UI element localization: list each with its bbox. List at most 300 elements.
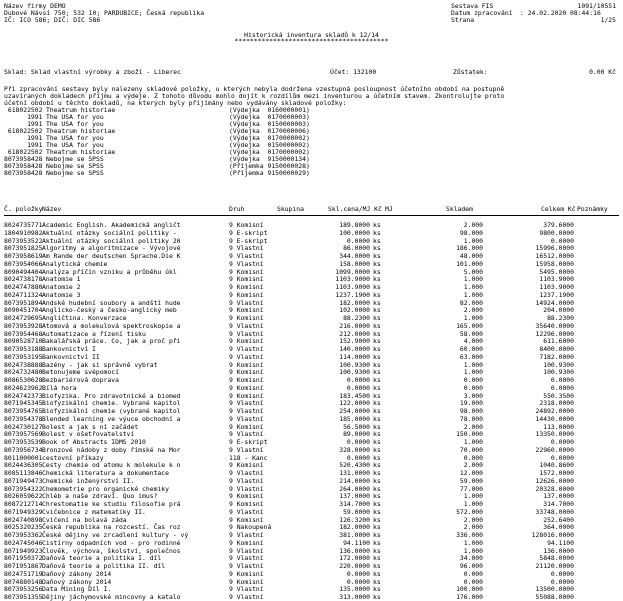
- cell-name: Anglicko-český a česko-anglický meb: [42, 306, 177, 315]
- issue-code: 1991: [4, 113, 43, 121]
- cell-code: 8090494404: [4, 267, 43, 276]
- cell-name: Cesty chemie od atomu k molekule k n: [42, 461, 181, 470]
- cell-total: 379.6000: [543, 221, 574, 229]
- cell-unit: ks: [373, 329, 381, 338]
- cell-total: 12296.0000: [535, 329, 574, 338]
- issue-code: 618022502: [4, 127, 43, 135]
- cell-price: 216.0000: [339, 321, 370, 330]
- cell-price: 88.2300: [343, 314, 370, 322]
- cell-stock: 150.000: [456, 430, 483, 439]
- cell-price: 0.0000: [346, 577, 370, 586]
- cell-code: 8086530628: [4, 376, 43, 384]
- cell-name: Daňová teorie a politika I. díl: [42, 554, 162, 563]
- cell-stock: 0.000: [463, 569, 483, 578]
- cell-total: 1040.8600: [539, 461, 574, 470]
- cell-code: 8073958619: [4, 252, 43, 260]
- cell-unit: ks: [373, 577, 381, 586]
- col-header-price: Skl.cena/MJ Kč: [328, 205, 382, 213]
- cell-type: 9 Vlastní: [229, 554, 264, 563]
- cell-name: Analytická chemie: [42, 259, 108, 268]
- col-header-note: Poznámky: [577, 205, 608, 213]
- cell-code: 8026059622: [4, 492, 43, 501]
- cell-stock: 59.000: [459, 476, 483, 485]
- cell-type: 9 Komisní: [229, 337, 264, 346]
- cell-stock: 1.000: [463, 283, 483, 291]
- cell-type: 9 Vlastní: [229, 484, 264, 493]
- cell-total: 16512.0000: [535, 252, 574, 260]
- cell-name: Blended learning ve výuce obchodní a: [42, 414, 181, 423]
- cell-price: 1237.1900: [335, 290, 370, 299]
- cell-stock: 572.000: [456, 507, 483, 516]
- cell-unit: ks: [373, 399, 381, 408]
- cell-name: cestovní příkazy: [42, 453, 104, 462]
- cell-price: 122.0000: [339, 399, 370, 408]
- cell-stock: 1.000: [463, 492, 483, 501]
- cell-code: 8073954468: [4, 329, 43, 338]
- cell-unit: ks: [373, 221, 381, 229]
- cell-unit: ks: [373, 345, 381, 353]
- cell-code: 8024738888: [4, 360, 43, 369]
- cell-type: 9 Vlastní: [229, 469, 264, 477]
- issue-document: (Příjemka 9150000028): [229, 162, 310, 170]
- cell-type: 9 Vlastní: [229, 329, 264, 338]
- cell-total: 12626.0000: [535, 476, 574, 485]
- cell-stock: 165.000: [456, 321, 483, 330]
- cell-total: 9800.0000: [539, 228, 574, 237]
- cell-unit: ks: [373, 469, 381, 477]
- cell-stock: 1.000: [463, 500, 483, 508]
- balance-value: 0.00 Kč: [589, 68, 616, 76]
- cell-code: 8073954066: [4, 259, 43, 268]
- cell-unit: ks: [373, 368, 381, 377]
- cell-unit: ks: [373, 306, 381, 315]
- cell-name: Bazény - jak si správně vybrat: [42, 360, 158, 369]
- cell-total: 314.7000: [543, 500, 574, 508]
- table-row: [0, 593, 623, 601]
- system-value: 1091/10551: [577, 2, 616, 10]
- issue-name: Theatrum historiae: [46, 127, 116, 135]
- cell-stock: 60.000: [459, 345, 483, 353]
- cell-price: 254.0000: [339, 407, 370, 415]
- cell-unit: ks: [373, 337, 381, 346]
- cell-stock: 98.000: [459, 228, 483, 237]
- issue-document: (Výdejka 0150000002): [229, 141, 310, 149]
- cell-unit: ks: [373, 383, 381, 392]
- cell-name: Cvičení na bolavá záda: [42, 515, 127, 524]
- cell-stock: 34.000: [459, 554, 483, 563]
- cell-type: 9 Komisní: [229, 360, 264, 369]
- company-ids: IČ: ICO 586; DIČ: DIC 586: [4, 16, 101, 24]
- cell-total: 100.9300: [543, 368, 574, 377]
- account-number: Účet: 132100: [330, 68, 377, 76]
- cell-type: 9 Komisní: [229, 275, 264, 284]
- issue-code: 618022502: [4, 106, 43, 114]
- issue-code: 1991: [4, 141, 43, 149]
- cell-stock: 1.000: [463, 236, 483, 245]
- cell-name: Bronzové nádoby z doby římské na Mor: [42, 445, 181, 454]
- cell-price: 56.5000: [343, 422, 370, 431]
- cell-unit: ks: [373, 414, 381, 423]
- cell-unit: ks: [373, 500, 381, 508]
- cell-total: 24892.0000: [535, 407, 574, 415]
- cell-unit: ks: [373, 244, 381, 253]
- cell-price: 214.0000: [339, 476, 370, 485]
- cell-name: Algoritmy a algoritmizace - Vývojové: [42, 244, 181, 253]
- cell-stock: 70.000: [459, 445, 483, 454]
- issue-code: 618022502: [4, 148, 43, 156]
- issue-document: (Výdejka 0170000002): [229, 134, 310, 142]
- cell-code: 8073956734: [4, 445, 43, 454]
- cell-total: 14924.0000: [535, 298, 574, 307]
- cell-price: 0.0000: [346, 383, 370, 392]
- cell-stock: 63.000: [459, 352, 483, 361]
- cell-code: 8024729695: [4, 314, 43, 322]
- cell-stock: 58.000: [459, 329, 483, 338]
- cell-total: 33748.0000: [535, 507, 574, 516]
- cell-name: Cvičebnice z matematiky II.: [42, 507, 146, 516]
- cell-name: Česká republika na rozcestí. Čas roz: [42, 523, 181, 532]
- cell-total: 1572.0000: [539, 469, 574, 477]
- cell-price: 59.0000: [343, 507, 370, 516]
- issue-name: The USA for you: [46, 141, 104, 149]
- cell-price: 131.0000: [339, 469, 370, 477]
- cell-price: 135.0000: [339, 585, 370, 594]
- col-header-name: Název: [42, 205, 62, 213]
- cell-code: 8073954765: [4, 407, 43, 415]
- cell-unit: ks: [373, 515, 381, 524]
- cell-price: 94.1100: [343, 538, 370, 547]
- cell-type: 9 Vlastní: [229, 593, 264, 601]
- cell-unit: ks: [373, 546, 381, 555]
- cell-name: Biofyzika. Pro zdravotnické a biomed: [42, 391, 181, 400]
- cell-code: 8074880148: [4, 577, 43, 586]
- cell-type: 9 E-skript: [229, 236, 268, 245]
- cell-unit: ks: [373, 538, 381, 547]
- cell-unit: ks: [373, 430, 381, 439]
- issue-name: Theatrum historiae: [46, 106, 116, 114]
- cell-code: 8024745046: [4, 538, 43, 547]
- cell-unit: ks: [373, 236, 381, 245]
- cell-total: 0.0000: [550, 376, 574, 384]
- notice-line: Při zpracování sestavy byly nalezeny skladové položky, u kterých nebyla dodržena vzestupná posloupnost účetního období na postupně: [4, 85, 505, 93]
- issue-name: The USA for you: [46, 113, 104, 121]
- cell-price: 185.0000: [339, 414, 370, 423]
- cell-type: 9 Vlastní: [229, 562, 264, 570]
- cell-name: Angličtina. Konverzace: [42, 314, 127, 322]
- cell-code: 8071949473: [4, 476, 43, 485]
- cell-name: Biofyzikální chemie (vybrané kapitol: [42, 407, 181, 415]
- cell-unit: ks: [373, 554, 381, 563]
- cell-price: 137.0000: [339, 492, 370, 501]
- cell-name: Anatomie 2: [42, 283, 81, 291]
- cell-stock: 19.000: [459, 399, 483, 408]
- cell-name: Daňový zákony 2014: [42, 569, 112, 578]
- cell-unit: ks: [373, 391, 381, 400]
- cell-price: 158.0000: [339, 259, 370, 268]
- cell-name: Bolest v ošetřovatelství: [42, 430, 135, 439]
- cell-total: 21120.0000: [535, 562, 574, 570]
- cell-name: Biofyzikální chemie. Vybrané kapitol: [42, 399, 181, 408]
- cell-type: 9 Komisní: [229, 221, 264, 229]
- cell-stock: 186.000: [456, 244, 483, 253]
- cell-unit: ks: [373, 321, 381, 330]
- cell-type: 9 Komisní: [229, 422, 264, 431]
- cell-price: 136.0000: [339, 546, 370, 555]
- cell-stock: 1.000: [463, 314, 483, 322]
- cell-total: 88.2300: [547, 314, 574, 322]
- cell-total: 0.0000: [550, 438, 574, 446]
- cell-stock: 1.000: [463, 290, 483, 299]
- issue-name: Nebojme se SPSS: [46, 162, 104, 170]
- cell-total: 8400.0000: [539, 345, 574, 353]
- cell-code: 8090451704: [4, 306, 43, 315]
- cell-total: 1237.1900: [539, 290, 574, 299]
- cell-stock: 2.000: [463, 515, 483, 524]
- cell-price: 0.0000: [346, 376, 370, 384]
- cell-type: 9 Vlastní: [229, 352, 264, 361]
- cell-code: 8025320235: [4, 523, 43, 532]
- cell-name: Andské hudební soubory a andští hude: [42, 298, 181, 307]
- cell-type: 9 Komisní: [229, 461, 264, 470]
- cell-name: Chemická literatura a dokumentace: [42, 469, 169, 477]
- cell-code: 8073957569: [4, 430, 43, 439]
- issue-code: 8073958428: [4, 162, 43, 170]
- cell-total: 94.1100: [547, 538, 574, 547]
- cell-stock: 101.000: [456, 259, 483, 268]
- issue-name: Nebojme se SPSS: [46, 155, 104, 163]
- cell-price: 183.4500: [339, 391, 370, 400]
- cell-total: 204.0000: [543, 306, 574, 315]
- issue-document: (Příjemka 9150000029): [229, 169, 310, 177]
- cell-code: 1804910982: [4, 228, 43, 237]
- cell-unit: ks: [373, 422, 381, 431]
- cell-type: 9 Vlastní: [229, 445, 264, 454]
- cell-code: 8073951894: [4, 298, 43, 307]
- cell-total: 0.0000: [550, 577, 574, 586]
- issue-name: Theatrum historiae: [46, 148, 116, 156]
- cell-stock: 2.000: [463, 422, 483, 431]
- cell-unit: ks: [373, 314, 381, 322]
- cell-unit: ks: [373, 290, 381, 299]
- cell-price: 152.9000: [339, 337, 370, 346]
- cell-price: 182.0000: [339, 523, 370, 532]
- cell-total: 113.0000: [543, 422, 574, 431]
- cell-total: 137.0000: [543, 492, 574, 501]
- cell-name: Am Rande der deutschen Sprache.Die K: [42, 252, 181, 260]
- cell-price: 126.3200: [339, 515, 370, 524]
- cell-price: 520.4300: [339, 461, 370, 470]
- cell-code: 8024742373: [4, 391, 43, 400]
- cell-total: 35640.0000: [535, 321, 574, 330]
- cell-total: 0.0000: [550, 453, 574, 462]
- cell-total: 15958.0000: [535, 259, 574, 268]
- cell-code: 8073953522: [4, 236, 43, 245]
- cell-price: 172.0000: [339, 554, 370, 563]
- cell-total: 1103.9000: [539, 275, 574, 284]
- cell-total: 14430.0000: [535, 414, 574, 423]
- cell-unit: ks: [373, 407, 381, 415]
- cell-stock: 1.000: [463, 438, 483, 446]
- cell-type: 9 Komisní: [229, 283, 264, 291]
- date-label: Datum zpracování: [451, 9, 513, 17]
- cell-unit: ks: [373, 476, 381, 485]
- issue-document: (Výdejka 0150000003): [229, 120, 310, 128]
- cell-stock: 5.000: [463, 267, 483, 276]
- cell-total: 0.0000: [550, 236, 574, 245]
- cell-type: 118 - Kanc: [229, 453, 268, 462]
- cell-type: 9 Komisní: [229, 290, 264, 299]
- cell-name: Anatomie 1: [42, 275, 81, 284]
- issue-code: 8073958428: [4, 169, 43, 177]
- cell-stock: 1.000: [463, 368, 483, 377]
- cell-price: 0.0000: [346, 453, 370, 462]
- cell-unit: ks: [373, 507, 381, 516]
- cell-type: 9 Vlastní: [229, 414, 264, 423]
- company-address: Dubové Návsí 750; 532 10; PARDUBICE; Česká republika: [4, 9, 205, 17]
- cell-price: 1103.9000: [335, 275, 370, 284]
- cell-price: 0.0000: [346, 569, 370, 578]
- cell-unit: ks: [373, 259, 381, 268]
- cell-unit: ks: [373, 360, 381, 369]
- cell-unit: ks: [373, 267, 381, 276]
- cell-code: 8024623962: [4, 383, 43, 392]
- cell-unit: ks: [373, 492, 381, 501]
- cell-total: 0.0000: [550, 569, 574, 578]
- cell-price: 314.7000: [339, 500, 370, 508]
- col-header-total: Celkem Kč: [541, 205, 576, 213]
- cell-unit: ks: [373, 283, 381, 291]
- cell-name: Bankovnictví I: [42, 345, 96, 353]
- cell-price: 1099.0000: [335, 267, 370, 276]
- cell-stock: 0.000: [463, 383, 483, 392]
- cell-name: Atomová a molekulová spektroskopie a: [42, 321, 181, 330]
- cell-price: 100.0000: [339, 228, 370, 237]
- balance-label: Zůstatek:: [453, 68, 488, 76]
- notice-line: účetní období u těchto dokladů, na kterých byly přijímány nebo vydávány skladové položky:: [4, 99, 347, 107]
- cell-type: 9 Komisní: [229, 492, 264, 501]
- cell-type: 9 Komisní: [229, 306, 264, 315]
- cell-price: 89.0000: [343, 430, 370, 439]
- cell-code: 8073953195: [4, 352, 43, 361]
- cell-stock: 1.000: [463, 275, 483, 284]
- cell-name: Bílá hora: [42, 383, 77, 392]
- cell-code: 8024711324: [4, 290, 43, 299]
- cell-name: Chemické inženýrství II.: [42, 476, 135, 485]
- cell-unit: ks: [373, 252, 381, 260]
- issue-document: (Výdejka 0170000002): [229, 148, 310, 156]
- cell-price: 100.9300: [339, 368, 370, 377]
- cell-stock: 3.000: [463, 391, 483, 400]
- cell-price: 344.0000: [339, 252, 370, 260]
- cell-total: 55088.0000: [535, 593, 574, 601]
- cell-total: 100.9300: [543, 360, 574, 369]
- cell-name: Academic English. Akademická angličt: [42, 221, 181, 229]
- cell-unit: ks: [373, 562, 381, 570]
- cell-price: 189.8000: [339, 221, 370, 229]
- cell-code: 8024747880: [4, 283, 43, 291]
- cell-stock: 1.000: [463, 538, 483, 547]
- cell-total: 13500.0000: [535, 585, 574, 594]
- cell-type: 9 Nakoupená: [229, 523, 272, 532]
- cell-total: 1103.9000: [539, 283, 574, 291]
- cell-stock: 1.000: [463, 546, 483, 555]
- cell-code: 8071949329: [4, 507, 43, 516]
- cell-code: 8024740898: [4, 515, 43, 524]
- cell-unit: ks: [373, 445, 381, 454]
- cell-name: Dějiny jáchymovské mincovny a katalo: [42, 593, 181, 601]
- cell-type: 9 Vlastní: [229, 321, 264, 330]
- cell-name: Daňová teorie a politika II. díl: [42, 562, 166, 570]
- cell-name: Cistírny odpadních vod - pro rodinné: [42, 538, 181, 547]
- cell-code: 8073954378: [4, 414, 43, 423]
- cell-stock: 1.000: [463, 360, 483, 369]
- cell-stock: 4.000: [463, 337, 483, 346]
- cell-total: 13350.0000: [535, 430, 574, 439]
- cell-type: 9 Komisní: [229, 577, 264, 586]
- cell-price: 102.0000: [339, 306, 370, 315]
- cell-price: 381.0000: [339, 531, 370, 539]
- cell-name: Chemometrie pro organické chemiky: [42, 484, 169, 493]
- cell-price: 328.0000: [339, 445, 370, 454]
- cell-type: 9 Vlastní: [229, 252, 264, 260]
- cell-price: 313.0000: [339, 593, 370, 601]
- cell-code: 8071949923: [4, 546, 43, 555]
- cell-name: Chrestomatie ke studiu filosofie prá: [42, 500, 181, 508]
- cell-name: Daňový zákony 2014: [42, 577, 112, 586]
- cell-unit: ks: [373, 438, 381, 446]
- cell-name: Betonujeme svépomocí: [42, 368, 119, 377]
- issue-name: The USA for you: [46, 120, 104, 128]
- cell-type: 9 Vlastní: [229, 244, 264, 253]
- cell-stock: 2.000: [463, 461, 483, 470]
- cell-code: 8071945345: [4, 399, 43, 408]
- cell-total: 5848.0000: [539, 554, 574, 563]
- cell-name: Bezbariérová doprava: [42, 376, 119, 384]
- cell-stock: 0.000: [463, 577, 483, 586]
- cell-name: Book of Abstracts IDMS 2010: [42, 438, 146, 446]
- cell-code: 8071951867: [4, 562, 43, 570]
- cell-total: 20328.0000: [535, 484, 574, 493]
- cell-type: 9 Komisní: [229, 376, 264, 384]
- company-name: Název firmy DEMO: [4, 2, 66, 10]
- cell-name: Bolest a jak s ní začádet: [42, 422, 139, 431]
- cell-price: 114.0000: [339, 352, 370, 361]
- cell-total: 364.0000: [543, 523, 574, 532]
- cell-code: 8024738178: [4, 275, 43, 284]
- page-label: Strana: [451, 16, 475, 24]
- cell-stock: 2.000: [463, 523, 483, 532]
- cell-stock: 176.000: [456, 593, 483, 601]
- cell-unit: ks: [373, 531, 381, 539]
- cell-name: Chléb a naše zdraví. Quo imus?: [42, 492, 158, 501]
- cell-stock: 2.000: [463, 221, 483, 229]
- issue-code: 1991: [4, 120, 43, 128]
- cell-code: 8073953362: [4, 531, 43, 539]
- col-header-stock: Skladem: [446, 205, 473, 213]
- cell-type: 9 Vlastní: [229, 476, 264, 485]
- cell-price: 100.9300: [339, 360, 370, 369]
- cell-unit: ks: [373, 228, 381, 237]
- cell-type: 9 Vlastní: [229, 259, 264, 268]
- cell-code: 8024436305: [4, 461, 43, 470]
- cell-price: 264.0000: [339, 484, 370, 493]
- issue-document: (Výdejka 0160000001): [229, 106, 310, 114]
- cell-type: 9 Vlastní: [229, 407, 264, 415]
- cell-stock: 12.000: [459, 469, 483, 477]
- cell-code: 8073953256: [4, 585, 43, 594]
- cell-stock: 48.000: [459, 252, 483, 260]
- warehouse-name: Sklad: Sklad vlastní výrobky a zboží - Liberec: [4, 68, 181, 76]
